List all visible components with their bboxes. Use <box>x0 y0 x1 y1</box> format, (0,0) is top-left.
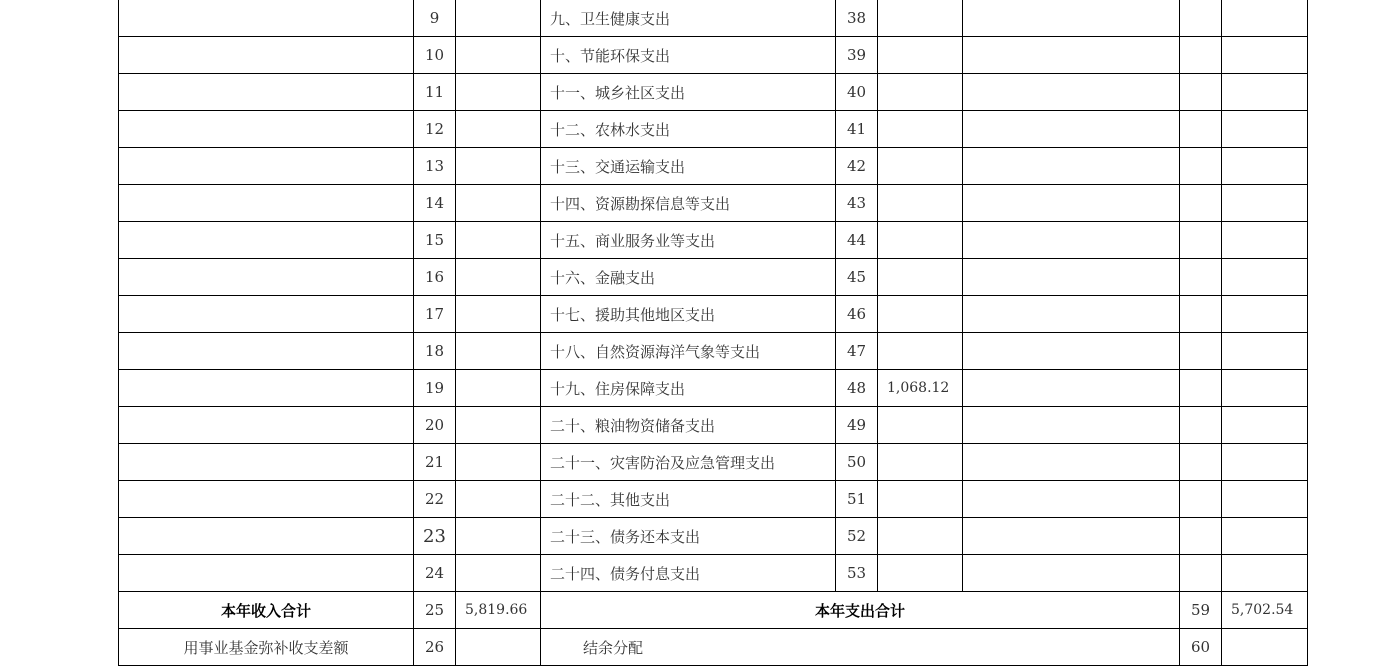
table-row <box>119 407 1308 444</box>
expense-amount-cell <box>878 37 963 74</box>
expense-line-number: 53 <box>836 555 878 592</box>
income-amount-cell <box>456 222 541 259</box>
income-item-cell <box>119 370 414 407</box>
table-row <box>119 0 1308 37</box>
empty-cell <box>963 111 1180 148</box>
empty-cell <box>1222 185 1308 222</box>
expense-item-label: 十一、城乡社区支出 <box>541 74 836 111</box>
empty-cell <box>963 185 1180 222</box>
income-total-amount: 5,819.66 <box>456 592 541 629</box>
expense-line-number: 38 <box>836 0 878 37</box>
empty-cell <box>963 481 1180 518</box>
expense-amount-cell <box>878 222 963 259</box>
expense-amount-cell <box>878 0 963 37</box>
distribution-label: 结余分配 <box>541 629 1180 666</box>
table-row <box>119 111 1308 148</box>
income-line-number: 12 <box>414 111 456 148</box>
expense-amount-cell <box>878 333 963 370</box>
empty-cell <box>1180 0 1222 37</box>
income-amount-cell <box>456 444 541 481</box>
income-line-number: 9 <box>414 0 456 37</box>
table-row <box>119 518 1308 555</box>
income-item-cell <box>119 259 414 296</box>
income-line-number: 15 <box>414 222 456 259</box>
budget-table <box>118 0 1308 666</box>
income-line-number: 11 <box>414 74 456 111</box>
expense-line-number: 48 <box>836 370 878 407</box>
income-line-number: 19 <box>414 370 456 407</box>
income-line-number: 23 <box>414 518 456 555</box>
income-line-number: 17 <box>414 296 456 333</box>
income-total-label: 本年收入合计 <box>119 592 414 629</box>
empty-cell <box>1180 148 1222 185</box>
expense-item-label: 十三、交通运输支出 <box>541 148 836 185</box>
empty-cell <box>963 259 1180 296</box>
fund-label: 用事业基金弥补收支差额 <box>119 629 414 666</box>
distribution-line: 60 <box>1180 629 1222 666</box>
empty-cell <box>1180 481 1222 518</box>
empty-cell <box>963 333 1180 370</box>
income-amount-cell <box>456 185 541 222</box>
expense-amount-cell <box>878 259 963 296</box>
income-line-number: 18 <box>414 333 456 370</box>
expense-item-label: 十、节能环保支出 <box>541 37 836 74</box>
expense-line-number: 45 <box>836 259 878 296</box>
expense-amount-cell <box>878 481 963 518</box>
table-row <box>119 370 1308 407</box>
income-line-number: 10 <box>414 37 456 74</box>
expense-item-label: 十四、资源勘探信息等支出 <box>541 185 836 222</box>
expense-item-label: 十二、农林水支出 <box>541 111 836 148</box>
expense-line-number: 46 <box>836 296 878 333</box>
expense-line-number: 42 <box>836 148 878 185</box>
empty-cell <box>963 0 1180 37</box>
expense-line-number: 41 <box>836 111 878 148</box>
empty-cell <box>1222 444 1308 481</box>
expense-amount-cell <box>878 555 963 592</box>
empty-cell <box>1180 296 1222 333</box>
income-amount-cell <box>456 370 541 407</box>
expense-amount-cell: 1,068.12 <box>878 370 963 407</box>
empty-cell <box>1222 148 1308 185</box>
expense-item-label: 二十、粮油物资储备支出 <box>541 407 836 444</box>
fund-amount <box>456 629 541 666</box>
table-row <box>119 148 1308 185</box>
table-row <box>119 481 1308 518</box>
income-amount-cell <box>456 296 541 333</box>
empty-cell <box>1180 185 1222 222</box>
income-item-cell <box>119 37 414 74</box>
income-total-line: 25 <box>414 592 456 629</box>
empty-cell <box>1180 111 1222 148</box>
empty-cell <box>963 370 1180 407</box>
empty-cell <box>963 407 1180 444</box>
empty-cell <box>963 148 1180 185</box>
expense-amount-cell <box>878 148 963 185</box>
expense-item-label: 二十二、其他支出 <box>541 481 836 518</box>
empty-cell <box>1222 555 1308 592</box>
empty-cell <box>963 222 1180 259</box>
income-item-cell <box>119 111 414 148</box>
income-amount-cell <box>456 148 541 185</box>
empty-cell <box>1222 222 1308 259</box>
expense-amount-cell <box>878 185 963 222</box>
empty-cell <box>1180 444 1222 481</box>
expense-amount-cell <box>878 74 963 111</box>
income-item-cell <box>119 444 414 481</box>
expense-line-number: 49 <box>836 407 878 444</box>
income-amount-cell <box>456 111 541 148</box>
income-amount-cell <box>456 74 541 111</box>
expense-total-amount: 5,702.54 <box>1222 592 1308 629</box>
income-line-number: 13 <box>414 148 456 185</box>
table-row <box>119 185 1308 222</box>
table-body <box>119 0 1308 666</box>
table-row <box>119 222 1308 259</box>
income-amount-cell <box>456 407 541 444</box>
income-line-number: 22 <box>414 481 456 518</box>
empty-cell <box>1222 407 1308 444</box>
expense-item-label: 二十四、债务付息支出 <box>541 555 836 592</box>
expense-amount-cell <box>878 518 963 555</box>
income-item-cell <box>119 407 414 444</box>
income-amount-cell <box>456 555 541 592</box>
expense-line-number: 50 <box>836 444 878 481</box>
empty-cell <box>1180 74 1222 111</box>
income-line-number: 20 <box>414 407 456 444</box>
expense-total-label: 本年支出合计 <box>541 592 1180 629</box>
empty-cell <box>1180 333 1222 370</box>
expense-line-number: 52 <box>836 518 878 555</box>
empty-cell <box>1222 74 1308 111</box>
expense-line-number: 51 <box>836 481 878 518</box>
empty-cell <box>1180 518 1222 555</box>
table-row <box>119 444 1308 481</box>
empty-cell <box>1180 222 1222 259</box>
expense-item-label: 十八、自然资源海洋气象等支出 <box>541 333 836 370</box>
empty-cell <box>1222 333 1308 370</box>
expense-line-number: 43 <box>836 185 878 222</box>
income-amount-cell <box>456 518 541 555</box>
income-line-number: 21 <box>414 444 456 481</box>
expense-item-label: 十九、住房保障支出 <box>541 370 836 407</box>
income-line-number: 16 <box>414 259 456 296</box>
income-amount-cell <box>456 481 541 518</box>
income-item-cell <box>119 518 414 555</box>
expense-item-label: 九、卫生健康支出 <box>541 0 836 37</box>
empty-cell <box>963 518 1180 555</box>
total-row <box>119 592 1308 629</box>
empty-cell <box>1222 518 1308 555</box>
expense-item-label: 十五、商业服务业等支出 <box>541 222 836 259</box>
empty-cell <box>963 555 1180 592</box>
empty-cell <box>963 74 1180 111</box>
income-item-cell <box>119 222 414 259</box>
table-row <box>119 259 1308 296</box>
expense-amount-cell <box>878 444 963 481</box>
empty-cell <box>1222 111 1308 148</box>
empty-cell <box>963 37 1180 74</box>
fund-row <box>119 629 1308 666</box>
empty-cell <box>1180 37 1222 74</box>
empty-cell <box>963 444 1180 481</box>
empty-cell <box>963 296 1180 333</box>
income-amount-cell <box>456 37 541 74</box>
fund-line: 26 <box>414 629 456 666</box>
income-item-cell <box>119 333 414 370</box>
empty-cell <box>1222 259 1308 296</box>
expense-item-label: 十六、金融支出 <box>541 259 836 296</box>
expense-line-number: 44 <box>836 222 878 259</box>
income-item-cell <box>119 555 414 592</box>
income-amount-cell <box>456 0 541 37</box>
expense-total-line: 59 <box>1180 592 1222 629</box>
income-item-cell <box>119 481 414 518</box>
empty-cell <box>1222 296 1308 333</box>
empty-cell <box>1180 370 1222 407</box>
income-item-cell <box>119 148 414 185</box>
empty-cell <box>1222 370 1308 407</box>
table-row <box>119 296 1308 333</box>
income-item-cell <box>119 0 414 37</box>
income-item-cell <box>119 74 414 111</box>
income-item-cell <box>119 296 414 333</box>
expense-line-number: 47 <box>836 333 878 370</box>
empty-cell <box>1222 37 1308 74</box>
expense-item-label: 十七、援助其他地区支出 <box>541 296 836 333</box>
income-amount-cell <box>456 259 541 296</box>
empty-cell <box>1180 407 1222 444</box>
expense-line-number: 39 <box>836 37 878 74</box>
income-line-number: 14 <box>414 185 456 222</box>
empty-cell <box>1180 555 1222 592</box>
income-amount-cell <box>456 333 541 370</box>
table-row <box>119 333 1308 370</box>
expense-amount-cell <box>878 296 963 333</box>
income-line-number: 24 <box>414 555 456 592</box>
table-row <box>119 37 1308 74</box>
empty-cell <box>1180 259 1222 296</box>
income-item-cell <box>119 185 414 222</box>
empty-cell <box>1222 0 1308 37</box>
expense-amount-cell <box>878 407 963 444</box>
expense-line-number: 40 <box>836 74 878 111</box>
expense-item-label: 二十三、债务还本支出 <box>541 518 836 555</box>
expense-item-label: 二十一、灾害防治及应急管理支出 <box>541 444 836 481</box>
table-row <box>119 555 1308 592</box>
expense-amount-cell <box>878 111 963 148</box>
empty-cell <box>1222 481 1308 518</box>
distribution-amount <box>1222 629 1308 666</box>
table-row <box>119 74 1308 111</box>
